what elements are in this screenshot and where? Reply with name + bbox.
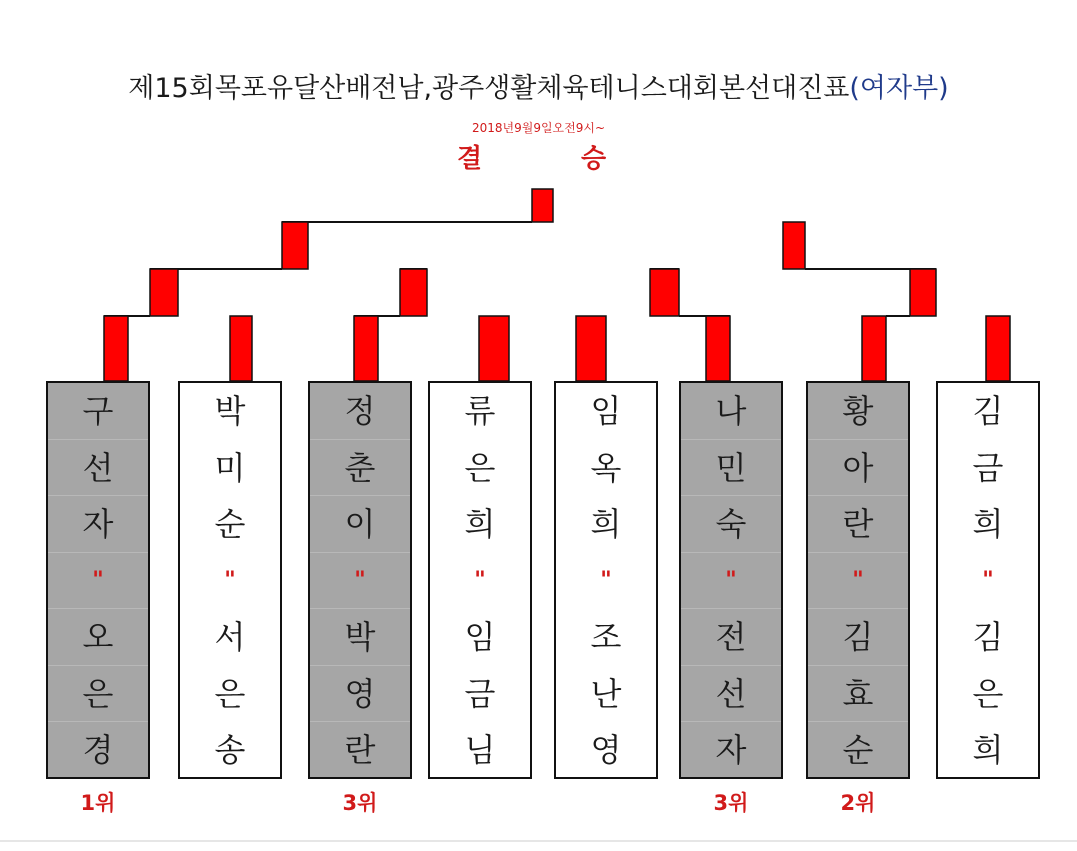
bracket-marker: [532, 189, 553, 222]
player1-char: 춘: [310, 440, 410, 497]
ditto-mark: ": [224, 567, 236, 593]
player2-char: 금: [464, 674, 496, 713]
ditto-mark: ": [474, 567, 486, 593]
player1-char: 희: [464, 505, 496, 543]
title-main: 제15회목포유달산배전남,광주생활체육테니스대회본선대진표: [128, 73, 850, 104]
bracket-markers: [104, 189, 1010, 381]
player2-char: 김: [808, 609, 908, 666]
player1-char: 박: [214, 392, 246, 430]
bracket-marker: [354, 316, 378, 381]
player2-char: 조: [590, 618, 622, 656]
player2-char: 님: [464, 731, 496, 769]
rank-label: 3위: [713, 791, 749, 815]
rank-label: 1위: [80, 791, 116, 815]
team-box: [308, 381, 412, 779]
player1-char: 민: [681, 440, 781, 497]
player1-char: 임: [590, 392, 622, 430]
player2-char: 란: [344, 731, 376, 769]
bracket-marker: [650, 269, 679, 316]
bracket-marker: [230, 316, 252, 381]
player1-char: 구: [48, 383, 148, 440]
player2-char: 송: [214, 731, 246, 769]
player1-char: 자: [48, 496, 148, 553]
player1-char: 김: [972, 392, 1004, 430]
rank-label: 3위: [342, 791, 378, 815]
bracket-marker: [282, 222, 308, 269]
player1-char: 이: [310, 496, 410, 553]
bracket-marker: [576, 316, 606, 381]
bottom-divider: [0, 840, 1077, 842]
final-label-char-1: 결: [457, 144, 483, 174]
player1-char: 류: [464, 392, 496, 430]
bracket-marker: [783, 222, 805, 269]
player1-char: 정: [310, 383, 410, 440]
player2-char: 희: [972, 731, 1004, 769]
ditto-mark: ": [310, 553, 410, 610]
bracket-lines: [104, 222, 936, 316]
team-box: [178, 381, 282, 779]
ditto-mark: ": [681, 553, 781, 610]
rank-label: 2위: [840, 791, 876, 815]
ditto-mark: ": [808, 553, 908, 610]
player1-char: 희: [590, 505, 622, 543]
player2-char: 선: [681, 666, 781, 723]
player2-char: 자: [715, 731, 747, 769]
team-box: [428, 381, 532, 779]
player1-char: 선: [48, 440, 148, 497]
player2-char: 순: [842, 731, 874, 769]
team-box: [679, 381, 783, 779]
bracket-marker: [706, 316, 730, 381]
team-box: [936, 381, 1040, 779]
player1-char: 미: [214, 448, 246, 487]
player2-char: 은: [48, 666, 148, 723]
player1-char: 황: [808, 383, 908, 440]
player2-char: 박: [310, 609, 410, 666]
player2-char: 오: [48, 609, 148, 666]
player2-char: 임: [464, 618, 496, 656]
player1-char: 란: [808, 496, 908, 553]
player2-char: 서: [214, 618, 246, 656]
bracket-marker: [910, 269, 936, 316]
player1-char: 희: [972, 505, 1004, 543]
player2-char: 은: [972, 674, 1004, 713]
bracket-marker: [400, 269, 427, 316]
ditto-mark: ": [982, 567, 994, 593]
title-division: (여자부): [849, 73, 949, 104]
player1-char: 옥: [590, 448, 622, 487]
player1-char: 숙: [681, 496, 781, 553]
player1-char: 나: [681, 383, 781, 440]
player1-char: 은: [464, 448, 496, 487]
player2-char: 경: [82, 731, 114, 769]
ditto-mark: ": [600, 567, 612, 593]
player2-char: 영: [310, 666, 410, 723]
player2-char: 영: [590, 731, 622, 769]
player1-char: 금: [972, 448, 1004, 487]
final-label-char-2: 승: [581, 144, 607, 174]
schedule-date: 2018년9월9일오전9시~: [471, 121, 606, 135]
ditto-mark: ": [48, 553, 148, 610]
bracket-marker: [862, 316, 886, 381]
player2-char: 난: [590, 674, 622, 713]
team-box: [46, 381, 150, 779]
player2-char: 효: [808, 666, 908, 723]
bracket-marker: [104, 316, 128, 381]
bracket-marker: [479, 316, 509, 381]
team-box: [554, 381, 658, 779]
player1-char: 순: [214, 505, 246, 543]
bracket-marker: [150, 269, 178, 316]
player1-char: 아: [808, 440, 908, 497]
team-box: [806, 381, 910, 779]
bracket-marker: [986, 316, 1010, 381]
player2-char: 김: [972, 618, 1004, 656]
player2-char: 은: [214, 674, 246, 713]
player2-char: 전: [681, 609, 781, 666]
